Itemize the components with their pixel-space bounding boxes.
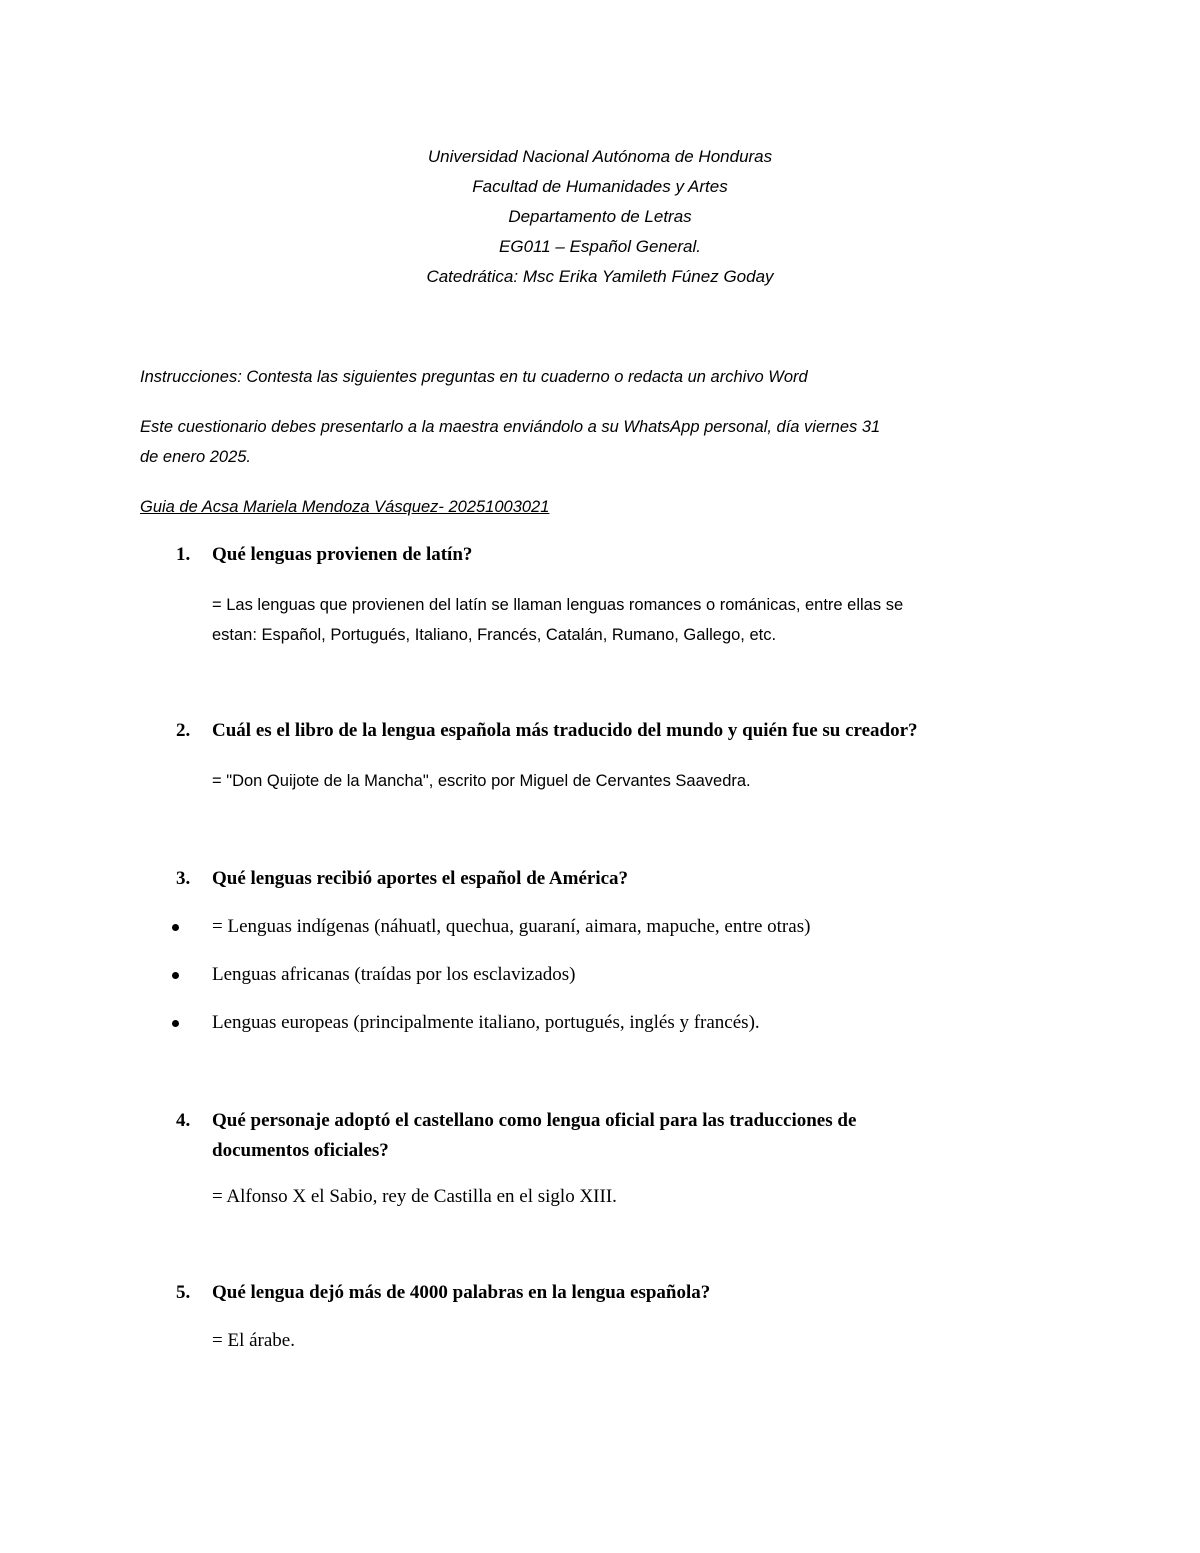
answer-2: = "Don Quijote de la Mancha", escrito por Miguel de Cervantes Saavedra. <box>212 772 751 790</box>
question-number: 5. <box>176 1282 191 1303</box>
document-header <box>0 142 1200 292</box>
question-text: documentos oficiales? <box>212 1140 389 1161</box>
answer-1-line1: = Las lenguas que provienen del latín se llaman lenguas romances o románicas, entre ellas se <box>212 596 904 614</box>
submission-note-line1: Este cuestionario debes presentarlo a la maestra enviándolo a su WhatsApp personal, día viernes 31 <box>140 418 881 436</box>
professor-name: Catedrática: Msc Erika Yamileth Fúnez Goday <box>426 267 774 286</box>
list-item: = Lenguas indígenas (náhuatl, quechua, guaraní, aimara, mapuche, entre otras) <box>212 916 811 937</box>
question-text: Qué lenguas recibió aportes el español de América? <box>212 868 629 889</box>
question-text: Qué lengua dejó más de 4000 palabras en la lengua española? <box>212 1282 711 1303</box>
question-number: 1. <box>176 544 191 565</box>
bullet-icon <box>172 972 179 979</box>
guide-title: Guia de Acsa Mariela Mendoza Vásquez- 20251003021 <box>140 498 550 516</box>
faculty-name: Facultad de Humanidades y Artes <box>472 177 728 196</box>
department-name: Departamento de Letras <box>508 207 692 226</box>
answer-5: = El árabe. <box>212 1330 295 1351</box>
question-text: Qué lenguas provienen de latín? <box>212 544 473 565</box>
university-name: Universidad Nacional Autónoma de Honduras <box>427 147 773 166</box>
bullet-icon <box>172 1020 179 1027</box>
question-number: 3. <box>176 868 191 889</box>
instructions-line: Instrucciones: Contesta las siguientes preguntas en tu cuaderno o redacta un archivo Word <box>140 368 808 386</box>
submission-note-line2: de enero 2025. <box>140 448 252 466</box>
answer-1-line2: estan: Español, Portugués, Italiano, Francés, Catalán, Rumano, Gallego, etc. <box>212 626 777 644</box>
course-name: EG011 – Español General. <box>499 237 701 256</box>
bullet-icon <box>172 924 179 931</box>
list-item: Lenguas europeas (principalmente italiano, portugués, inglés y francés). <box>212 1012 760 1033</box>
question-number: 4. <box>176 1110 191 1131</box>
question-number: 2. <box>176 720 191 741</box>
answer-4: = Alfonso X el Sabio, rey de Castilla en el siglo XIII. <box>212 1186 617 1207</box>
question-text: Cuál es el libro de la lengua española más traducido del mundo y quién fue su creador? <box>212 720 918 741</box>
list-item: Lenguas africanas (traídas por los esclavizados) <box>212 964 576 985</box>
question-text: Qué personaje adoptó el castellano como lengua oficial para las traducciones de <box>212 1110 857 1131</box>
